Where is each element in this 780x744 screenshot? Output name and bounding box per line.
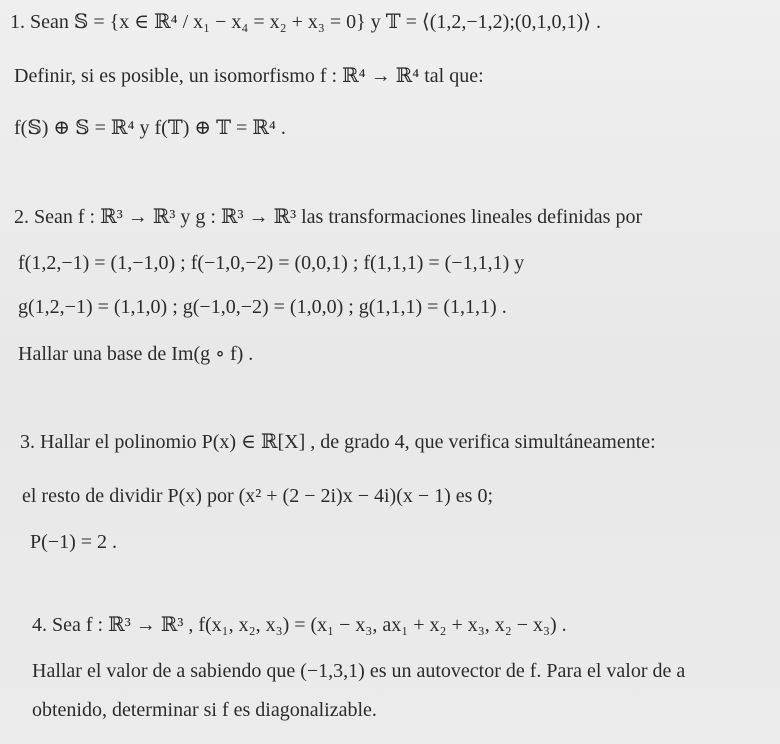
problem-3-line-3: P(−1) = 2 . — [30, 531, 118, 553]
problem-2-number: 2. — [14, 206, 29, 228]
problem-2-line-4: Hallar una base de Im(g ∘ f) . — [18, 343, 254, 365]
problem-3-statement: Hallar el polinomio P(x) ∈ ℝ[X] , de grado 4, que verifica simultáneamente: — [40, 431, 656, 453]
problem-1-number: 1. — [10, 11, 25, 33]
problem-4-statement: Sea f : ℝ³ → ℝ³ , f(x₁, x₂, x₃) = (x₁ − x₃, ax₁ + x₂ + x₃, x₂ − x₃) . — [52, 614, 567, 636]
problem-4-line-3: obtenido, determinar si f es diagonalizable. — [32, 699, 377, 721]
problem-4-line-1 — [32, 615, 567, 635]
problem-2-line-2: f(1,2,−1) = (1,−1,0) ; f(−1,0,−2) = (0,0,1) ; f(1,1,1) = (−1,1,1) y — [18, 252, 525, 274]
problem-1-line-1 — [10, 12, 601, 32]
problem-3-number: 3. — [20, 431, 35, 453]
problem-2-line-1 — [14, 207, 642, 227]
problem-4-number: 4. — [32, 614, 47, 636]
problem-2-statement: Sean f : ℝ³ → ℝ³ y g : ℝ³ → ℝ³ las transformaciones lineales definidas por — [34, 206, 643, 228]
problem-3-line-1 — [20, 432, 656, 452]
problem-2-line-3: g(1,2,−1) = (1,1,0) ; g(−1,0,−2) = (1,0,0) ; g(1,1,1) = (1,1,1) . — [18, 296, 507, 318]
problem-4-line-2: Hallar el valor de a sabiendo que (−1,3,1) es un autovector de f. Para el valor de a — [32, 660, 686, 682]
problem-1-line-2: Definir, si es posible, un isomorfismo f : ℝ⁴ → ℝ⁴ tal que: — [14, 65, 484, 87]
problem-1-statement: Sean 𝕊 = {x ∈ ℝ⁴ / x₁ − x₄ = x₂ + x₃ = 0} y 𝕋 = ⟨(1,2,−1,2);(0,1,0,1)⟩ . — [30, 11, 602, 33]
problem-3-line-2: el resto de dividir P(x) por (x² + (2 − 2i)x − 4i)(x − 1) es 0; — [22, 485, 494, 507]
problem-1-line-3: f(𝕊) ⊕ 𝕊 = ℝ⁴ y f(𝕋) ⊕ 𝕋 = ℝ⁴ . — [14, 117, 286, 139]
